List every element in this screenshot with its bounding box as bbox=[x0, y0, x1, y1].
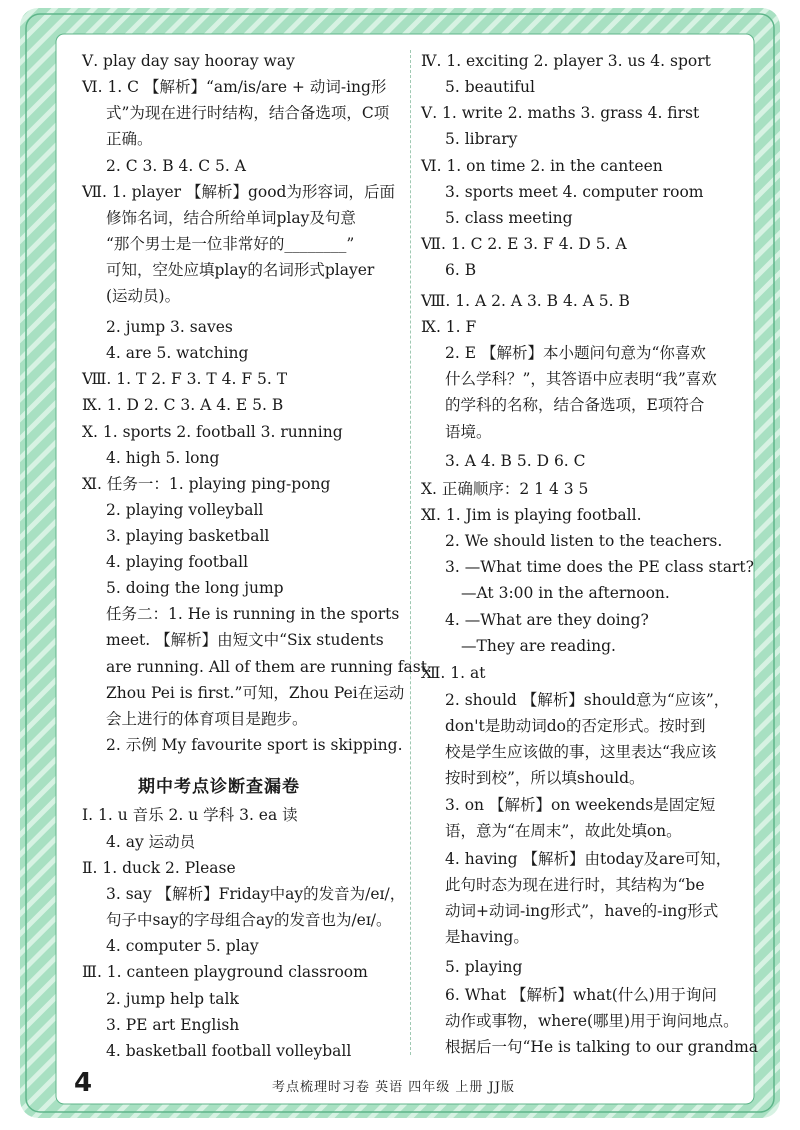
answer-line: Ⅱ. 1. duck 2. Please bbox=[82, 859, 236, 877]
answer-line: 3. sports meet 4. computer room bbox=[445, 183, 704, 201]
answer-line: 3. A 4. B 5. D 6. C bbox=[445, 452, 586, 470]
answer-line: 什么学科？”，其答语中应表明“我”喜欢 bbox=[445, 370, 717, 388]
answer-line: don't是助动词do的否定形式。按时到 bbox=[445, 717, 706, 735]
answer-line: 3. playing basketball bbox=[106, 527, 270, 545]
answer-line: —At 3:00 in the afternoon. bbox=[461, 584, 670, 602]
page-footer bbox=[0, 1068, 800, 1102]
answer-line: Ⅳ. 1. exciting 2. player 3. us 4. sport bbox=[421, 52, 711, 70]
answer-line: 4. high 5. long bbox=[106, 449, 220, 467]
answer-line: Ⅹ. 正确顺序：2 1 4 3 5 bbox=[421, 480, 589, 498]
answer-line: Zhou Pei is first.”可知，Zhou Pei在运动 bbox=[106, 684, 405, 702]
answer-line: (运动员)。 bbox=[106, 287, 181, 305]
answer-line: —They are reading. bbox=[461, 637, 616, 655]
answer-line: Ⅵ. 1. on time 2. in the canteen bbox=[421, 157, 663, 175]
answer-line: Ⅺ. 任务一：1. playing ping-pong bbox=[82, 475, 331, 493]
column-divider bbox=[410, 50, 411, 1055]
answer-line: 任务二：1. He is running in the sports bbox=[106, 605, 400, 623]
answer-line: Ⅺ. 1. Jim is playing football. bbox=[421, 506, 642, 524]
answer-line: Ⅶ. 1. C 2. E 3. F 4. D 5. A bbox=[421, 235, 627, 253]
answer-line: 修饰名词，结合所给单词play及句意 bbox=[106, 209, 356, 227]
answer-line: 校是学生应该做的事，这里表达“我应该 bbox=[445, 743, 717, 761]
answer-line: 4. playing football bbox=[106, 553, 249, 571]
answer-line: 根据后一句“He is talking to our grandma bbox=[445, 1038, 759, 1056]
answer-line: Ⅴ. 1. write 2. maths 3. grass 4. first bbox=[421, 104, 700, 122]
answer-line: 5. playing bbox=[445, 958, 523, 976]
answer-line: 3. say 【解析】Friday中ay的发音为/eɪ/， bbox=[106, 885, 406, 903]
answer-line: 句子中say的字母组合ay的发音也为/eɪ/。 bbox=[106, 911, 392, 929]
answer-line: 2. playing volleyball bbox=[106, 501, 264, 519]
answer-line: 2. jump help talk bbox=[106, 990, 239, 1008]
answer-line: Ⅰ. 1. u 音乐 2. u 学科 3. ea 读 bbox=[82, 806, 298, 824]
footer-book-title: 考点梳理时习卷 英语 四年级 上册 JJ版 bbox=[272, 1080, 515, 1095]
answer-line: Ⅵ. 1. C 【解析】“am/is/are + 动词-ing形 bbox=[82, 78, 387, 96]
answer-line: 的学科的名称，结合备选项，E项符合 bbox=[445, 396, 705, 414]
answer-line: 4. basketball football volleyball bbox=[106, 1042, 352, 1060]
answer-line: 6. What 【解析】what(什么)用于询问 bbox=[445, 986, 717, 1004]
answer-line: 4. ay 运动员 bbox=[106, 833, 196, 851]
answer-line: 语，意为“在周末”，故此处填on。 bbox=[445, 822, 682, 840]
answer-line: 是having。 bbox=[445, 928, 529, 946]
answer-line: 按时到校”，所以填should。 bbox=[445, 769, 645, 787]
answer-line: Ⅶ. 1. player 【解析】good为形容词，后面 bbox=[82, 183, 395, 201]
answer-line: 3. —What time does the PE class start? bbox=[445, 558, 754, 576]
answer-line: 可知，空处应填play的名词形式player bbox=[106, 261, 375, 279]
answer-line: 语境。 bbox=[445, 423, 492, 441]
answer-line: 会上进行的体育项目是跑步。 bbox=[106, 710, 308, 728]
answer-line: 2. C 3. B 4. C 5. A bbox=[106, 157, 246, 175]
answer-line: Ⅸ. 1. D 2. C 3. A 4. E 5. B bbox=[82, 396, 284, 414]
answer-line: Ⅹ. 1. sports 2. football 3. running bbox=[82, 423, 343, 441]
answer-line: Ⅸ. 1. F bbox=[421, 318, 477, 336]
answer-line: 3. on 【解析】on weekends是固定短 bbox=[445, 796, 716, 814]
answer-line: 4. are 5. watching bbox=[106, 344, 249, 362]
answer-line: 此句时态为现在进行时，其结构为“be bbox=[445, 876, 705, 894]
answer-line: 2. E 【解析】本小题问句意为“你喜欢 bbox=[445, 344, 706, 362]
answer-line: 2. jump 3. saves bbox=[106, 318, 233, 336]
answer-line: meet. 【解析】由短文中“Six students bbox=[106, 631, 384, 649]
answer-line: 动作或事物，where(哪里)用于询问地点。 bbox=[445, 1012, 739, 1030]
answer-line: 5. doing the long jump bbox=[106, 579, 284, 597]
answer-line: “那个男士是一位非常好的________” bbox=[106, 235, 355, 253]
answer-line: Ⅴ. play day say hooray way bbox=[82, 52, 295, 70]
answer-line: 5. beautiful bbox=[445, 78, 535, 96]
answer-line: 4. computer 5. play bbox=[106, 937, 259, 955]
answer-page bbox=[64, 42, 759, 1067]
answer-line: 2. We should listen to the teachers. bbox=[445, 532, 723, 550]
answer-line: 2. should 【解析】should意为“应该”， bbox=[445, 691, 730, 709]
answer-line: 5. library bbox=[445, 130, 518, 148]
answer-line: 3. PE art English bbox=[106, 1016, 240, 1034]
answer-line: 4. —What are they doing? bbox=[445, 611, 649, 629]
answer-line: 2. 示例 My favourite sport is skipping. bbox=[106, 736, 403, 754]
answer-line: Ⅷ. 1. A 2. A 3. B 4. A 5. B bbox=[421, 292, 630, 310]
answer-line: 正确。 bbox=[106, 130, 153, 148]
answer-line: Ⅷ. 1. T 2. F 3. T 4. F 5. T bbox=[82, 370, 288, 388]
answer-line: 动词+动词-ing形式”，have的-ing形式 bbox=[445, 902, 719, 920]
answer-line: 4. having 【解析】由today及are可知， bbox=[445, 850, 732, 868]
answer-line: 式”为现在进行时结构，结合备选项，C项 bbox=[106, 104, 390, 122]
answer-line: 6. B bbox=[445, 261, 477, 279]
answer-line: 5. class meeting bbox=[445, 209, 573, 227]
answer-line: Ⅲ. 1. canteen playground classroom bbox=[82, 963, 368, 981]
answer-line: Ⅻ. 1. at bbox=[421, 664, 486, 682]
page-number: 4 bbox=[74, 1068, 93, 1098]
answer-line: are running. All of them are running fast. bbox=[106, 658, 432, 676]
section-title: 期中考点诊断查漏卷 bbox=[138, 777, 300, 797]
